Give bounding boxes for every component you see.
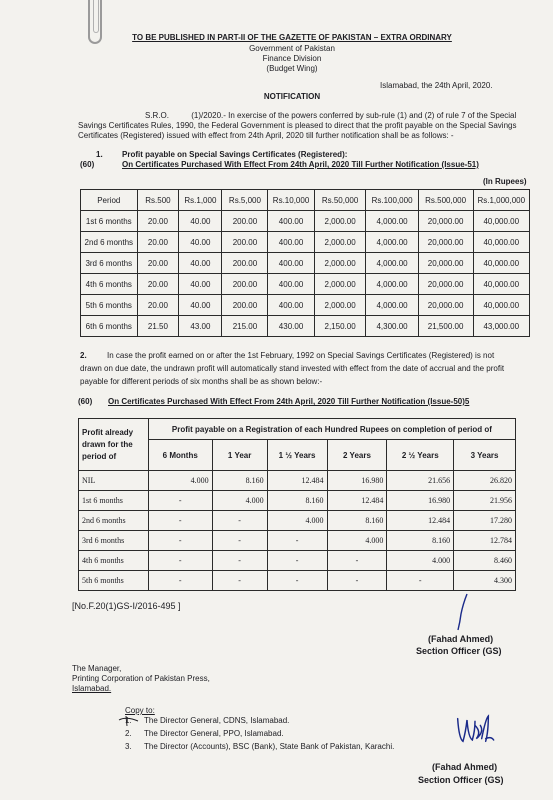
gazette-line: TO BE PUBLISHED IN PART-II OF THE GAZETTE OF PAKISTAN – EXTRA ORDINARY — [132, 33, 452, 42]
table-cell: 4.000 — [267, 511, 327, 531]
table-cell: 12.784 — [454, 531, 516, 551]
government-line: Government of Pakistan — [249, 44, 335, 53]
column-header: 3 Years — [454, 440, 516, 471]
column-header: Rs.1,000,000 — [473, 190, 529, 211]
table-row — [79, 551, 516, 571]
place-date: Islamabad, the 24th April, 2020. — [380, 81, 493, 90]
table-cell: 400.00 — [268, 295, 314, 316]
signature-2-name: (Fahad Ahmed) — [432, 762, 498, 772]
section2-line-1: In case the profit earned on or after the 1st February, 1992 on Special Savings Certificates (Registered) is not — [107, 351, 495, 360]
sro-line-2: Savings Certificates Rules, 1990, the Federal Government is pleased to direct that the profit payable on the Special Savings — [78, 121, 517, 130]
table-cell: 2nd 6 months — [79, 511, 149, 531]
table-cell: NIL — [79, 471, 149, 491]
table-cell: - — [148, 551, 212, 571]
table-cell: 400.00 — [268, 232, 314, 253]
signature-1-name: (Fahad Ahmed) — [428, 634, 494, 644]
table-cell: 40.00 — [179, 253, 222, 274]
handwritten-tick-icon — [118, 714, 140, 728]
copy-to-label: Copy to: — [125, 706, 155, 715]
copy-to-item: The Director General, CDNS, Islamabad. — [144, 716, 290, 725]
column-header: 2 Years — [327, 440, 387, 471]
column-header: 1 Year — [212, 440, 267, 471]
table-cell: 2,000.00 — [314, 295, 366, 316]
table-row — [81, 316, 530, 337]
table-cell: - — [212, 511, 267, 531]
table-row — [81, 253, 530, 274]
table-row — [81, 211, 530, 232]
table-cell: 40.00 — [179, 295, 222, 316]
section2-line-3: payable for different periods of six months shall be as shown below:- — [80, 377, 323, 386]
table-cell: 2,000.00 — [314, 211, 366, 232]
table-cell: 16.980 — [327, 471, 387, 491]
table-row — [81, 295, 530, 316]
table-row — [79, 571, 516, 591]
table-cell: 2nd 6 months — [81, 232, 138, 253]
table-cell: 20,000.00 — [418, 232, 473, 253]
table-cell: - — [212, 571, 267, 591]
table-header-row — [81, 190, 530, 211]
table-cell: 400.00 — [268, 211, 314, 232]
table-cell: 3rd 6 months — [81, 253, 138, 274]
table-cell: - — [387, 571, 454, 591]
column-header: Rs.1,000 — [179, 190, 222, 211]
copy-to-number: 3. — [125, 742, 132, 751]
table-cell: 43,000.00 — [473, 316, 529, 337]
wing-line: (Budget Wing) — [266, 64, 318, 73]
signature-1-icon — [445, 592, 475, 632]
signature-2-title: Section Officer (GS) — [418, 775, 504, 785]
table-cell: 21.956 — [454, 491, 516, 511]
copy-to-number: 2. — [125, 729, 132, 738]
copy-to-number: 1. — [125, 716, 132, 725]
sro-line-1: S.R.O. (1)/2020.- In exercise of the powers conferred by sub-rule (1) and (2) of rule 7 of the Special — [145, 111, 517, 120]
table-cell: 2,000.00 — [314, 232, 366, 253]
table-cell: 40,000.00 — [473, 253, 529, 274]
table-cell: - — [212, 551, 267, 571]
paper-clip-icon — [88, 0, 102, 44]
column-header: 6 Months — [148, 440, 212, 471]
table-cell: 12.484 — [327, 491, 387, 511]
table-cell: 40.00 — [179, 232, 222, 253]
table-cell: 21.50 — [137, 316, 179, 337]
table-cell: 200.00 — [222, 295, 268, 316]
section2-sub-number: (60) — [78, 397, 93, 406]
table-row — [79, 511, 516, 531]
table-cell: 215.00 — [222, 316, 268, 337]
column-header: Rs.50,000 — [314, 190, 366, 211]
table-cell: 4.000 — [148, 471, 212, 491]
table-cell: 200.00 — [222, 274, 268, 295]
addressee-line-2: Printing Corporation of Pakistan Press, — [72, 674, 210, 683]
group-header: Profit payable on a Registration of each Hundred Rupees on completion of period of — [148, 419, 515, 440]
table-row — [79, 471, 516, 491]
table-cell: - — [148, 571, 212, 591]
copy-to-item: The Director (Accounts), BSC (Bank), State Bank of Pakistan, Karachi. — [144, 742, 395, 751]
section1-number: 1. — [96, 150, 103, 159]
table-cell: 20,000.00 — [418, 253, 473, 274]
table-cell: - — [327, 551, 387, 571]
table-cell: 4,000.00 — [366, 211, 418, 232]
table-cell: 430.00 — [268, 316, 314, 337]
table-cell: 40,000.00 — [473, 274, 529, 295]
column-header: Rs.100,000 — [366, 190, 418, 211]
section1-sub-heading: On Certificates Purchased With Effect From 24th April, 2020 Till Further Notification (Issue-51) — [122, 160, 479, 169]
profit-table-2 — [78, 418, 516, 591]
table-cell: 5th 6 months — [81, 295, 138, 316]
table-cell: 2,000.00 — [314, 274, 366, 295]
table-cell: 40.00 — [179, 211, 222, 232]
corner-header-line: period of — [82, 451, 117, 461]
section1-heading: Profit payable on Special Savings Certificates (Registered): — [122, 150, 348, 159]
table-cell: 8.460 — [454, 551, 516, 571]
table-header-row — [79, 419, 516, 440]
table-cell: 4,300.00 — [366, 316, 418, 337]
copy-to-item: The Director General, PPO, Islamabad. — [144, 729, 284, 738]
table-cell: 40,000.00 — [473, 211, 529, 232]
table-cell: 400.00 — [268, 253, 314, 274]
table-cell: - — [212, 531, 267, 551]
table-cell: 4.000 — [387, 551, 454, 571]
table-cell: 21,500.00 — [418, 316, 473, 337]
table-cell: 20.00 — [137, 232, 179, 253]
table-cell: 20,000.00 — [418, 295, 473, 316]
table-cell: - — [267, 551, 327, 571]
table-row — [81, 232, 530, 253]
signature-2-icon — [445, 712, 505, 752]
section2-number: 2. — [80, 351, 87, 360]
column-header: Rs.500,000 — [418, 190, 473, 211]
table-cell: - — [148, 511, 212, 531]
table-cell: 12.484 — [387, 511, 454, 531]
table-cell: 400.00 — [268, 274, 314, 295]
sro-line-3: Certificates (Registered) issued with effect from 24th April, 2020 till further notification shall be as follows: - — [78, 131, 454, 140]
column-header: 2 ½ Years — [387, 440, 454, 471]
table-cell: 4.000 — [327, 531, 387, 551]
column-header: Rs.500 — [137, 190, 179, 211]
table-cell: 3rd 6 months — [79, 531, 149, 551]
column-header: 1 ½ Years — [267, 440, 327, 471]
table-cell: - — [267, 571, 327, 591]
table-cell: 17.280 — [454, 511, 516, 531]
section2-line-2: drawn on due date, the undrawn profit will automatically stand invested with effect from the date of accrual and the profit — [80, 364, 505, 373]
table-cell: 6th 6 months — [81, 316, 138, 337]
profit-table-1 — [80, 189, 530, 337]
table-cell: - — [148, 491, 212, 511]
column-header: Rs.5,000 — [222, 190, 268, 211]
table-cell: 8.160 — [267, 491, 327, 511]
table-cell: 4th 6 months — [79, 551, 149, 571]
table-cell: 8.160 — [327, 511, 387, 531]
table-cell: 20.00 — [137, 295, 179, 316]
table-cell: 20.00 — [137, 211, 179, 232]
table-cell: 40,000.00 — [473, 295, 529, 316]
section2-sub-heading: On Certificates Purchased With Effect From 24th April, 2020 Till Further Notification (Issue-50)5 — [108, 397, 470, 406]
column-header: Period — [81, 190, 138, 211]
table-cell: 5th 6 months — [79, 571, 149, 591]
table-cell: 40,000.00 — [473, 232, 529, 253]
table-cell: 40.00 — [179, 274, 222, 295]
file-number: [No.F.20(1)GS-I/2016-495 ] — [72, 601, 181, 611]
table-cell: 20.00 — [137, 274, 179, 295]
table-cell: 4.000 — [212, 491, 267, 511]
corner-header-line: drawn for the — [82, 439, 133, 449]
table-cell: 8.160 — [387, 531, 454, 551]
table-cell: - — [327, 571, 387, 591]
table-cell: 200.00 — [222, 253, 268, 274]
table-row — [81, 274, 530, 295]
signature-1-title: Section Officer (GS) — [416, 646, 502, 656]
table-cell: 4th 6 months — [81, 274, 138, 295]
section1-sub-number: (60) — [80, 160, 95, 169]
table-cell: 4,000.00 — [366, 295, 418, 316]
table-cell: 2,000.00 — [314, 253, 366, 274]
table-cell: 200.00 — [222, 211, 268, 232]
table-cell: 8.160 — [212, 471, 267, 491]
table-cell: 2,150.00 — [314, 316, 366, 337]
table-cell: 4,000.00 — [366, 253, 418, 274]
table-cell: 43.00 — [179, 316, 222, 337]
table-cell: 20.00 — [137, 253, 179, 274]
addressee-line-3: Islamabad. — [72, 684, 112, 693]
table-cell: 1st 6 months — [79, 491, 149, 511]
table-cell: 16.980 — [387, 491, 454, 511]
division-line: Finance Division — [262, 54, 322, 63]
corner-header-line: Profit already — [82, 427, 134, 437]
table-cell: 1st 6 months — [81, 211, 138, 232]
table-cell: 200.00 — [222, 232, 268, 253]
table-cell: 21.656 — [387, 471, 454, 491]
table-cell: 12.484 — [267, 471, 327, 491]
table-cell: 4,000.00 — [366, 274, 418, 295]
table-cell: - — [148, 531, 212, 551]
corner-header — [79, 419, 149, 471]
table-row — [79, 491, 516, 511]
notification-title: NOTIFICATION — [263, 92, 321, 101]
table-cell: - — [267, 531, 327, 551]
unit-label: (In Rupees) — [483, 177, 527, 186]
table-cell: 20,000.00 — [418, 211, 473, 232]
table-cell: 4.300 — [454, 571, 516, 591]
table-row — [79, 531, 516, 551]
table-cell: 20,000.00 — [418, 274, 473, 295]
addressee-line-1: The Manager, — [72, 664, 122, 673]
table-cell: 4,000.00 — [366, 232, 418, 253]
table-cell: 26.820 — [454, 471, 516, 491]
column-header: Rs.10,000 — [268, 190, 314, 211]
